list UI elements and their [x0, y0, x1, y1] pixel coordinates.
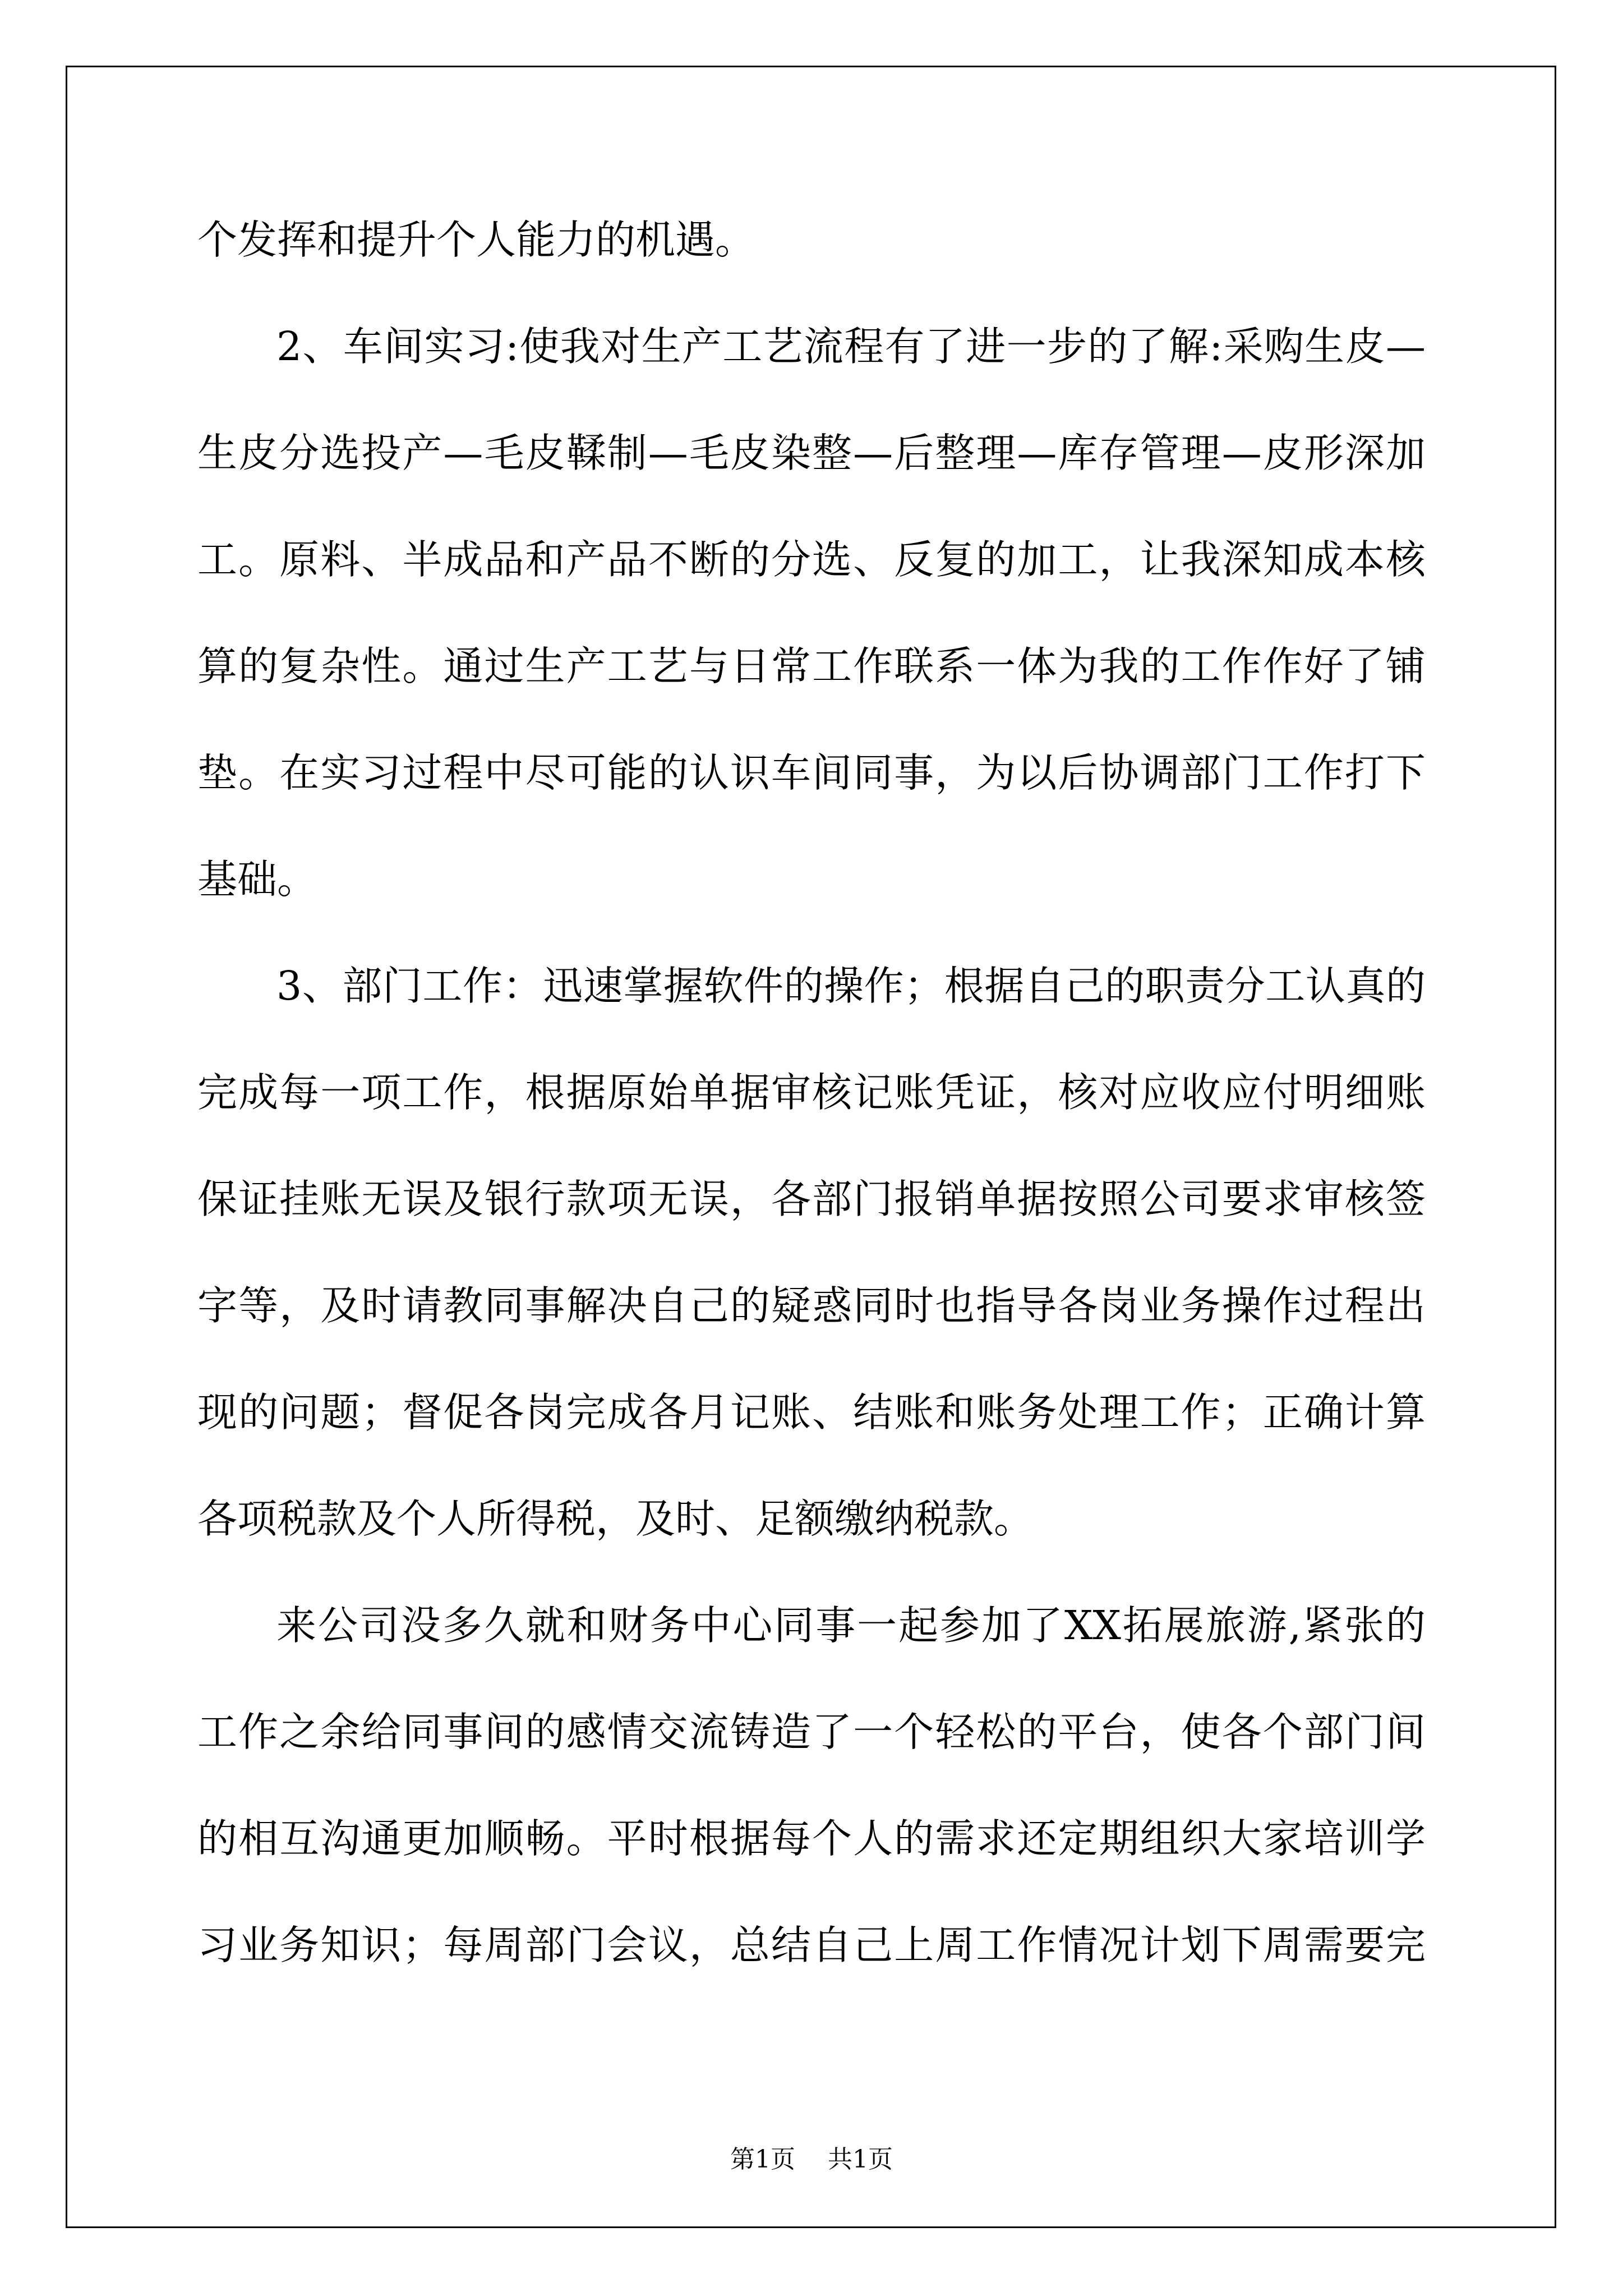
text-line: 算的复杂性。通过生产工艺与日常工作联系一体为我的工作作好了铺 [197, 643, 1426, 689]
page-total: 共1页 [828, 2145, 893, 2174]
text-line: 基础。 [197, 856, 317, 903]
text-line: 字等，及时请教同事解决自己的疑惑同时也指导各岗业务操作过程出 [197, 1282, 1426, 1329]
page-number: 第1页 [730, 2145, 795, 2174]
text-line: 生皮分选投产—毛皮鞣制—毛皮染整—后整理—库存管理—皮形深加 [197, 430, 1426, 476]
text-line: 的相互沟通更加顺畅。平时根据每个人的需求还定期组织大家培训学 [197, 1815, 1426, 1862]
text-line: 2、车间实习:使我对生产工艺流程有了进一步的了解:采购生皮— [276, 323, 1426, 370]
text-line: 工作之余给同事间的感情交流铸造了一个轻松的平台，使各个部门间 [197, 1709, 1426, 1755]
text-line: 保证挂账无误及银行款项无误，各部门报销单据按照公司要求审核签 [197, 1176, 1426, 1222]
text-line: 垫。在实习过程中尽可能的认识车间同事，为以后协调部门工作打下 [197, 749, 1426, 796]
text-line: 习业务知识；每周部门会议，总结自己上周工作情况计划下周需要完 [197, 1922, 1426, 1968]
text-line: 个发挥和提升个人能力的机遇。 [197, 217, 755, 263]
text-line: 3、部门工作：迅速掌握软件的操作；根据自己的职责分工认真的 [276, 963, 1426, 1009]
text-line: 各项税款及个人所得税，及时、足额缴纳税款。 [197, 1496, 1034, 1542]
text-line: 工。原料、半成品和产品不断的分选、反复的加工，让我深知成本核 [197, 536, 1426, 583]
page-footer [0, 2140, 1623, 2179]
text-line: 现的问题；督促各岗完成各月记账、结账和账务处理工作；正确计算 [197, 1389, 1426, 1435]
text-line: 完成每一项工作，根据原始单据审核记账凭证，核对应收应付明细账 [197, 1069, 1426, 1116]
text-line: 来公司没多久就和财务中心同事一起参加了XX拓展旅游,紧张的 [276, 1602, 1426, 1649]
